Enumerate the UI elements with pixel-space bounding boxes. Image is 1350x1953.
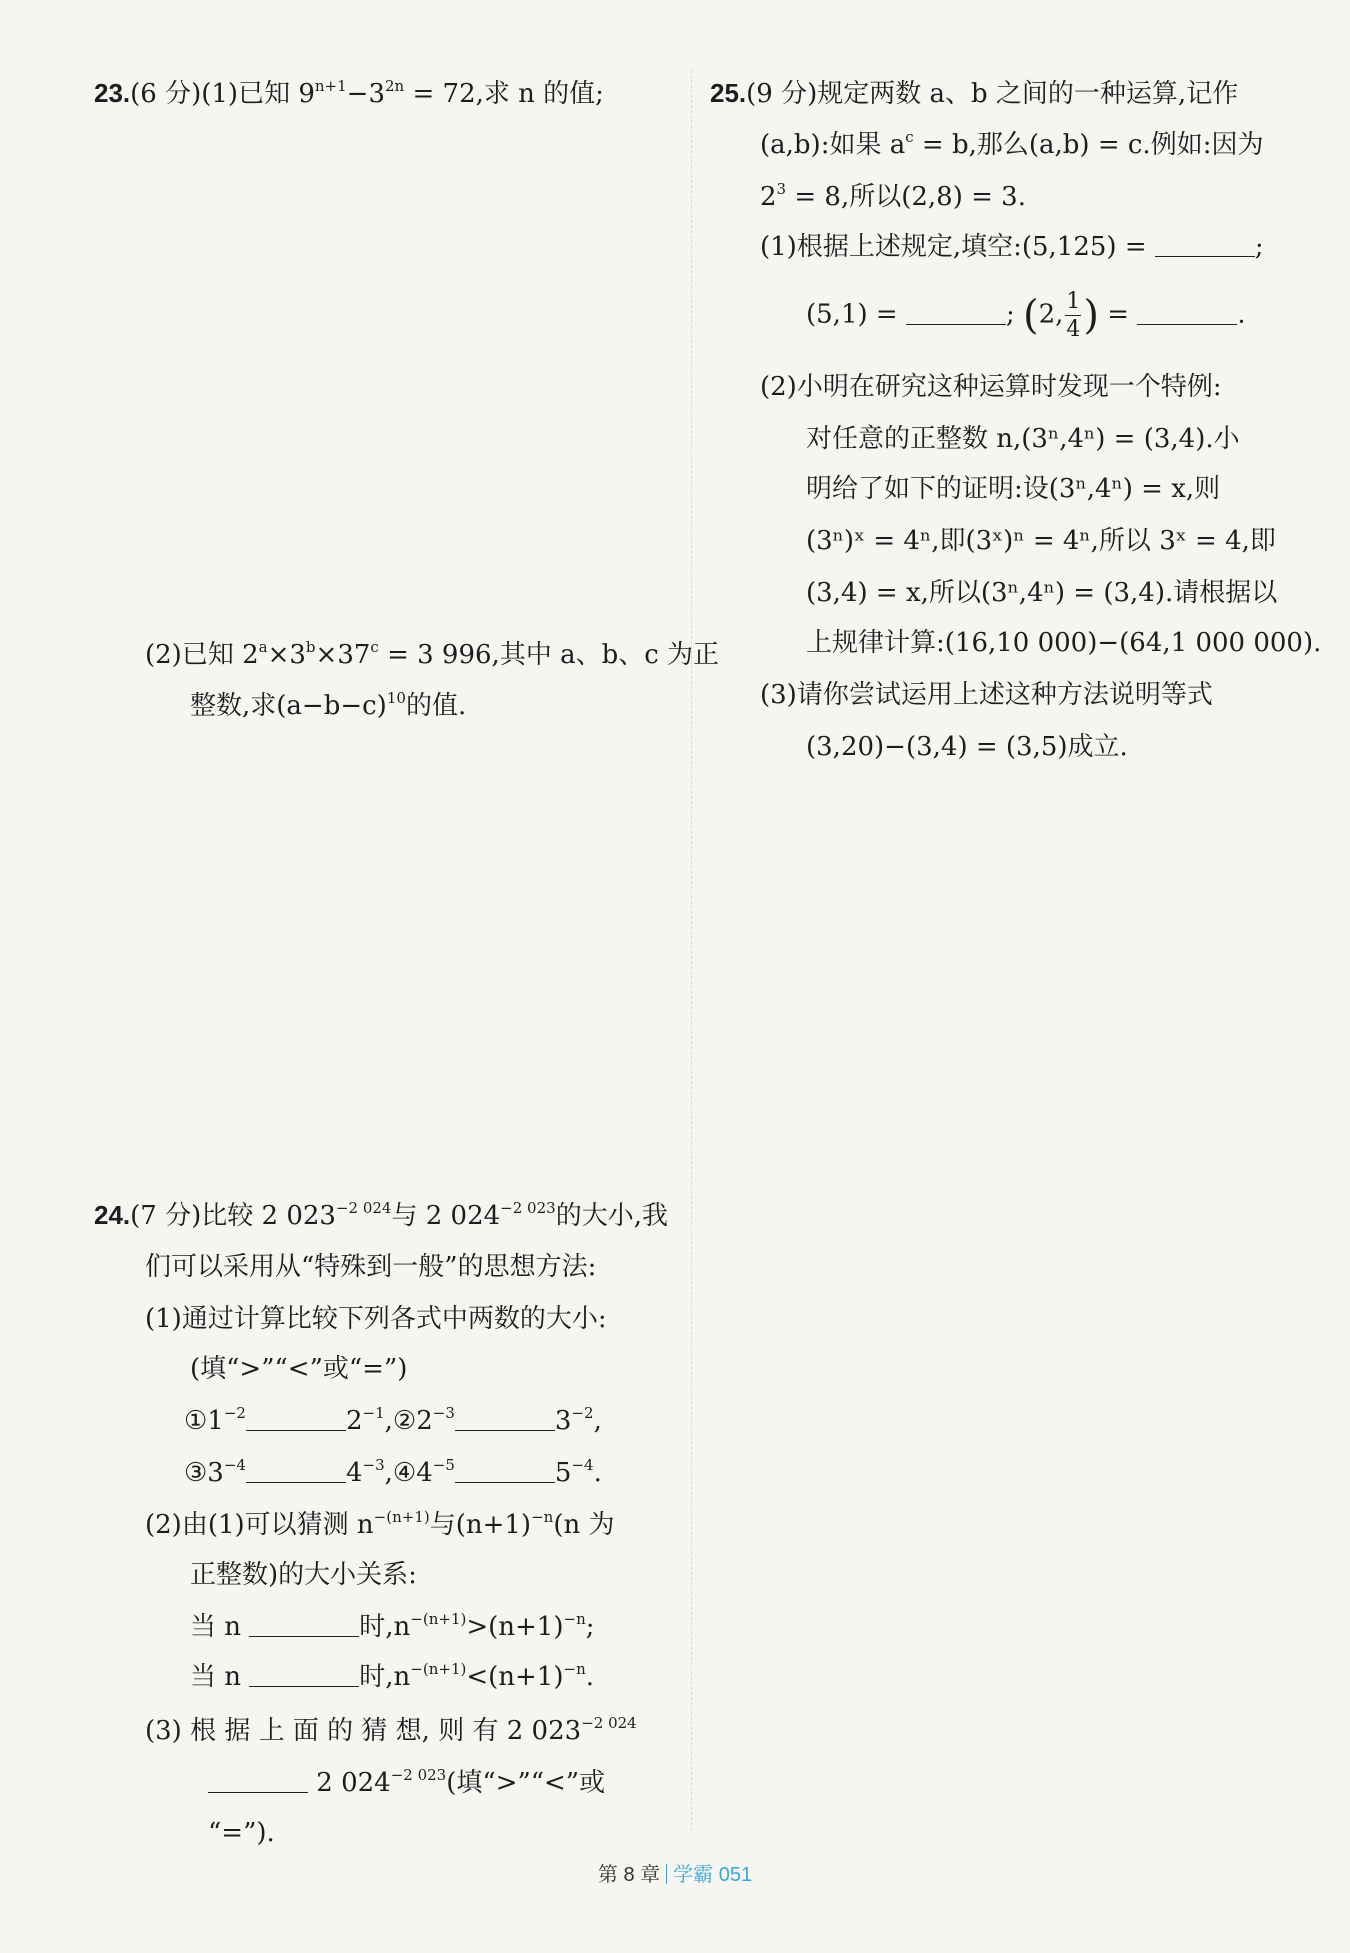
q24-line1: 24.(7 分)比较 2 $023^{-2 024}$与 2 $024^{-2 023}$的大小,我 [94, 1199, 668, 1231]
q24-part2-line2: 正整数)的大小关系: [190, 1560, 417, 1590]
q24-part3-line3: “=”). [208, 1818, 275, 1848]
q24-compare-row2: $③3^{-4}$ $4^{-3},④4^{-5}$ $5^{-4}$. [184, 1456, 602, 1488]
q25-part1-line1: (1)根据上述规定,填空:(5,125) = ; [760, 232, 1264, 262]
q25-part3-line1: (3)请你尝试运用上述这种方法说明等式 [760, 680, 1213, 710]
q23-number: 23. [94, 78, 131, 108]
q23-line1: 23.(6 分)(1)已知 $9^{n+1}-3^{2n} = 72$,求 n 的值; [94, 77, 604, 109]
q25-line2: (a,b):如果 $a^c = b$,那么(a,b) = c.例如:因为 [760, 128, 1264, 160]
q25-part2-line4: (3ⁿ)ˣ = 4ⁿ,即(3ˣ)ⁿ = 4ⁿ,所以 3ˣ = 4,即 [806, 526, 1276, 556]
answer-blank[interactable] [1155, 234, 1255, 257]
answer-blank[interactable] [455, 1408, 555, 1431]
answer-blank[interactable] [455, 1460, 555, 1483]
answer-blank[interactable] [246, 1408, 346, 1431]
q25-part2-line2: 对任意的正整数 n,(3ⁿ,4ⁿ) = (3,4).小 [806, 424, 1240, 454]
q23-part2-line2: 整数,求$(a-b-c)^{10}$的值. [190, 689, 467, 721]
q23-part2-line1: (2)已知 $2^a\times 3^b\times 37^c = 3$ 996,其中 a、b、c 为正 [145, 638, 720, 670]
q24-when-row1: 当 n 时$,n^{-(n+1)}>(n+1)^{-n}$; [190, 1610, 595, 1642]
column-divider [691, 70, 692, 1830]
answer-blank[interactable] [906, 302, 1006, 325]
q25-part3-line2: (3,20)−(3,4) = (3,5)成立. [806, 732, 1128, 762]
answer-blank[interactable] [246, 1460, 346, 1483]
q24-number: 24. [94, 1200, 131, 1230]
q24-part3-line2: 2 $024^{-2 023}$(填“>”“<”或 [208, 1770, 605, 1796]
q24-part2-line1: (2)由(1)可以猜测 $n^{-(n+1)}$与$(n+1)^{-n}(n$ 为 [145, 1508, 615, 1540]
q25-part2-line5: (3,4) = x,所以(3ⁿ,4ⁿ) = (3,4).请根据以 [806, 578, 1278, 608]
q24-part1-hint: (填“>”“<”或“=”) [190, 1354, 408, 1384]
q24-part3-line1: (3) 根 据 上 面 的 猜 想, 则 有 2 $023^{-2 024}$ [145, 1714, 637, 1746]
q25-part2-line1: (2)小明在研究这种运算时发现一个特例: [760, 372, 1222, 402]
q24-part1-title: (1)通过计算比较下列各式中两数的大小: [145, 1304, 607, 1334]
answer-blank[interactable] [249, 1664, 359, 1687]
chapter-label: 第 8 章 [597, 1864, 661, 1886]
q25-part2-line3: 明给了如下的证明:设(3ⁿ,4ⁿ) = x,则 [806, 474, 1221, 504]
page-footer [0, 1858, 1350, 1887]
q25-line3: $2^3 = 8$,所以(2,8) = 3. [760, 180, 1026, 212]
answer-blank[interactable] [1137, 302, 1237, 325]
q25-part2-line6: 上规律计算:(16,10 000)−(64,1 000 000). [806, 628, 1322, 658]
q25-number: 25. [710, 78, 747, 108]
answer-blank[interactable] [208, 1770, 308, 1793]
q24-line2: 们可以采用从“特殊到一般”的思想方法: [145, 1252, 597, 1282]
fraction-one-quarter: $\frac{1}{4}$ [1066, 289, 1081, 343]
q24-compare-row1: $①1^{-2}$ $2^{-1},②2^{-3}$ $3^{-2}$, [184, 1404, 602, 1436]
q25-part1-line2: (5,1) = ; (2, $\frac{1}{4}$ ) = . [806, 289, 1246, 343]
q24-when-row2: 当 n 时$,n^{-(n+1)}<(n+1)^{-n}$. [190, 1660, 594, 1692]
q25-line1: 25.(9 分)规定两数 a、b 之间的一种运算,记作 [710, 78, 1239, 109]
footer-separator [666, 1864, 667, 1884]
answer-blank[interactable] [249, 1614, 359, 1637]
page-number: 051 [718, 1864, 753, 1886]
brand-label: 学霸 [673, 1864, 714, 1886]
